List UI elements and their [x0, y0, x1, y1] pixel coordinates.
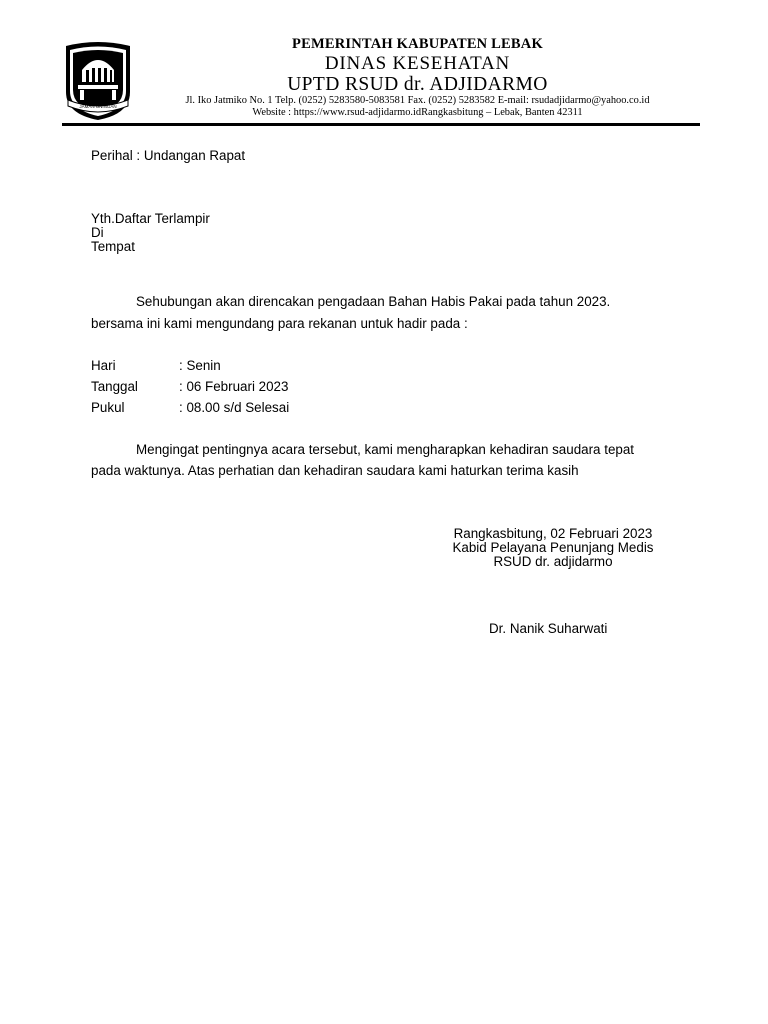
agency-name: DINAS KESEHATAN — [324, 53, 511, 74]
schedule-value-date: : 06 Februari 2023 — [179, 379, 289, 394]
recipient-line: Tempat — [91, 239, 135, 254]
emblem-shield-icon — [62, 40, 134, 122]
paragraph-one-line: Sehubungan akan direncakan pengadaan Bahan Habis Pakai pada tahun 2023. — [136, 294, 611, 309]
paragraph-one-line: bersama ini kami mengundang para rekanan untuk hadir pada : — [91, 316, 468, 331]
institution-address: Jl. Iko Jatmiko No. 1 Telp. (0252) 5283580-5083581 Fax. (0252) 5283582 E-mail: rsudadjidarmo@yahoo.co.id — [185, 95, 650, 106]
schedule-label-time: Pukul — [91, 400, 125, 415]
institution-website: Website : https://www.rsud-adjidarmo.idRangkasbitung – Lebak, Banten 42311 — [252, 107, 583, 118]
schedule-label-date: Tanggal — [91, 379, 138, 394]
schedule-value-time: : 08.00 s/d Selesai — [179, 400, 290, 415]
paragraph-two-line: pada waktunya. Atas perhatian dan kehadiran saudara kami haturkan terima kasih — [91, 463, 579, 478]
letterhead-divider — [62, 123, 700, 126]
unit-name: UPTD RSUD dr. ADJIDARMO — [287, 74, 548, 95]
emblem-motto: JAMAN UNINGAN — [79, 104, 117, 109]
signature-place-date: Rangkasbitung, 02 Februari 2023 — [453, 526, 653, 541]
recipient-line: Yth.Daftar Terlampir — [91, 211, 210, 226]
signature-position: Kabid Pelayana Penunjang Medis — [452, 540, 654, 555]
recipient-line: Di — [91, 225, 104, 240]
schedule-value-day: : Senin — [179, 358, 221, 373]
schedule-label-day: Hari — [91, 358, 116, 373]
letter-subject: Perihal : Undangan Rapat — [91, 148, 246, 163]
signature-institution: RSUD dr. adjidarmo — [493, 554, 613, 569]
signatory-name: Dr. Nanik Suharwati — [489, 621, 608, 636]
lebak-regency-emblem — [62, 40, 134, 122]
paragraph-two-line: Mengingat pentingnya acara tersebut, kami mengharapkan kehadiran saudara tepat — [136, 442, 635, 457]
government-name: PEMERINTAH KABUPATEN LEBAK — [292, 36, 543, 52]
